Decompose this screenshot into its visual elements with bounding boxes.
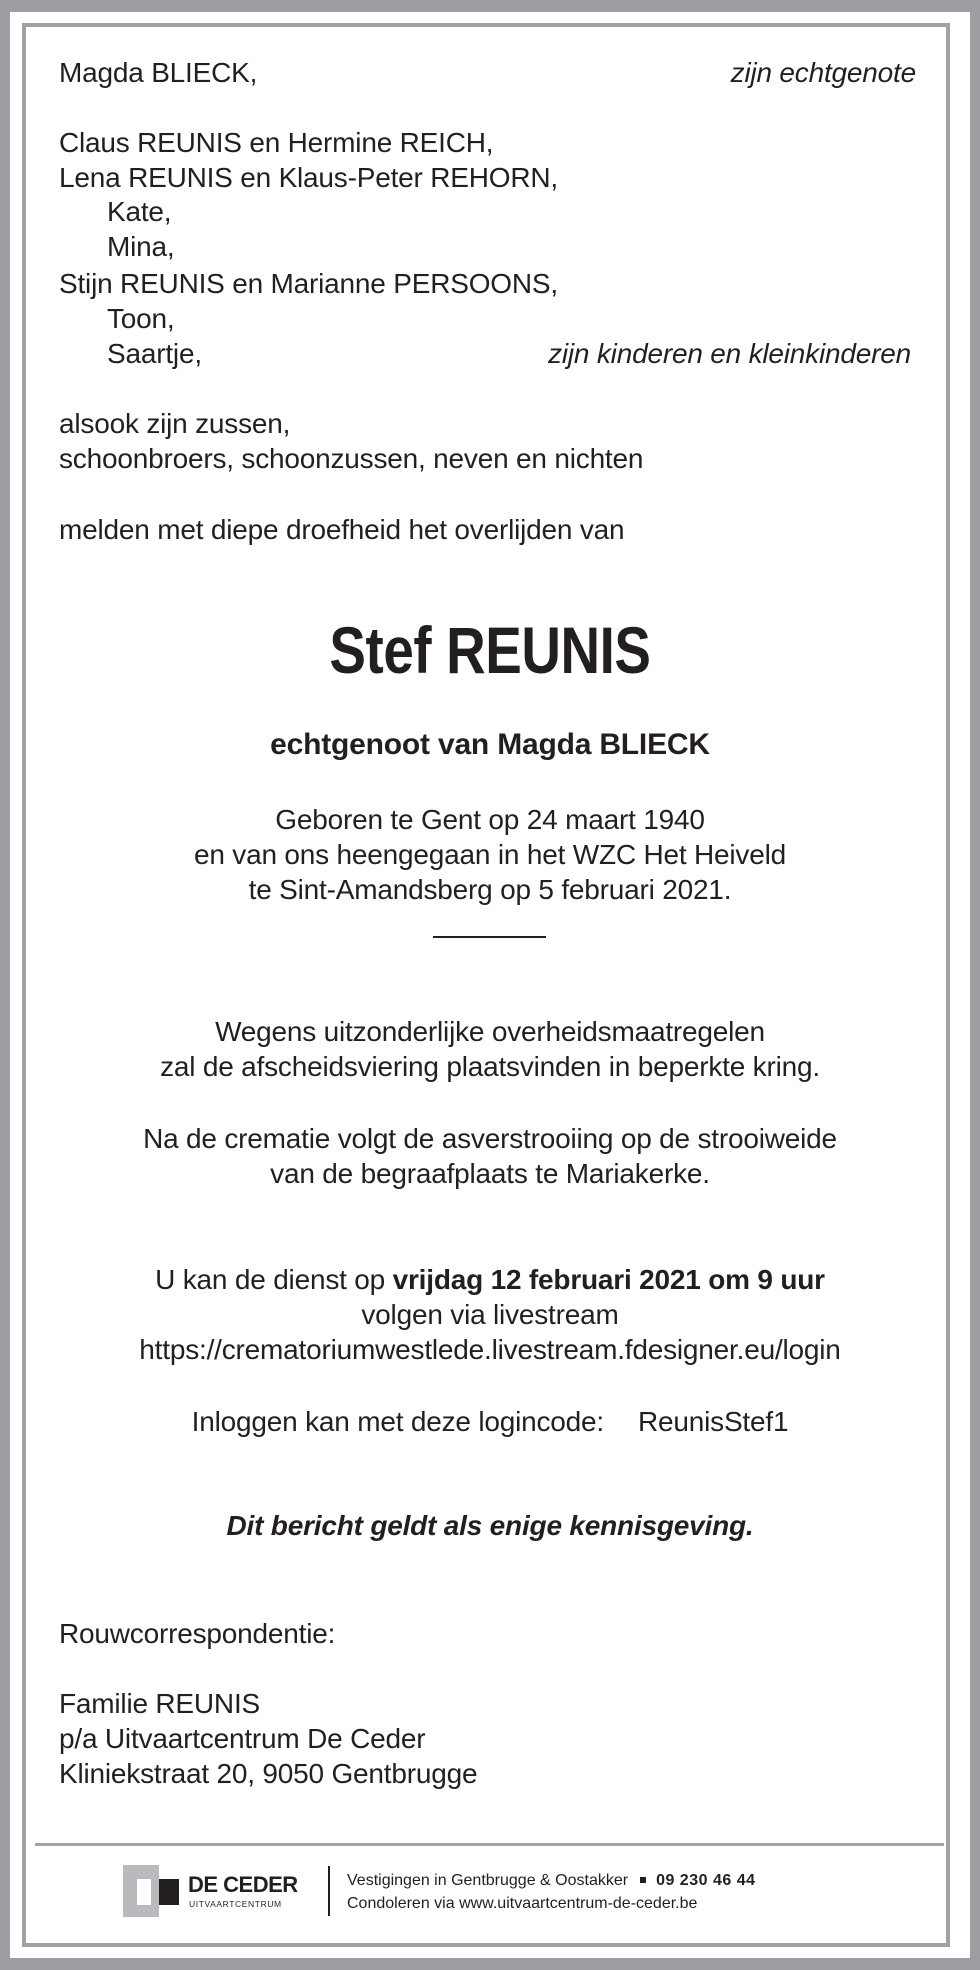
- notice-line: van de begraafplaats te Mariakerke.: [270, 1158, 710, 1189]
- grandchild-line: Mina,: [107, 231, 175, 262]
- bullet-icon: [640, 1877, 646, 1883]
- detail-line: en van ons heengegaan in het WZC Het Heiveld: [193, 839, 786, 870]
- others-line: alsook zijn zussen,: [59, 408, 291, 439]
- correspondence-heading: Rouwcorrespondentie:: [59, 1618, 336, 1649]
- service-prefix: U kan de dienst op: [155, 1264, 393, 1295]
- child-line: Claus REUNIS en Hermine REICH,: [59, 127, 494, 158]
- service-line: [0, 1262, 980, 1297]
- brand-subtitle: UITVAARTCENTRUM: [189, 1899, 282, 1909]
- address-line: Familie REUNIS: [59, 1688, 261, 1719]
- footer-condolences: Condoleren via www.uitvaartcentrum-de-ceder.be: [347, 1895, 698, 1912]
- notice-line: Na de crematie volgt de asverstrooiing op de strooiweide: [143, 1123, 837, 1154]
- final-notice: Dit bericht geldt als enige kennisgeving.: [226, 1510, 754, 1541]
- livestream-url[interactable]: https://crematoriumwestlede.livestream.fdesigner.eu/login: [139, 1334, 841, 1365]
- address-line: Kliniekstraat 20, 9050 Gentbrugge: [59, 1758, 478, 1789]
- announcement: melden met diepe droefheid het overlijden van: [59, 514, 625, 545]
- notice-line: zal de afscheidsviering plaatsvinden in beperkte kring.: [160, 1051, 820, 1082]
- deceased-subtitle: echtgenoot van Magda BLIECK: [270, 728, 710, 761]
- others-line: schoonbroers, schoonzussen, neven en nichten: [59, 443, 644, 474]
- brand-name: DE CEDER: [188, 1872, 298, 1897]
- deceased-name: Stef REUNIS: [329, 613, 651, 687]
- children-role: zijn kinderen en kleinkinderen: [548, 338, 911, 369]
- footer-phone: 09 230 46 44: [656, 1872, 756, 1889]
- child-line: Stijn REUNIS en Marianne PERSOONS,: [59, 268, 558, 299]
- child-line: Lena REUNIS en Klaus-Peter REHORN,: [59, 162, 558, 193]
- login-line: [0, 1404, 980, 1439]
- footer-locations: Vestigingen in Gentbrugge & Oostakker: [347, 1872, 629, 1889]
- detail-line: Geboren te Gent op 24 maart 1940: [275, 804, 705, 835]
- footer-divider: [35, 1843, 944, 1846]
- grandchild-line: Saartje,: [107, 338, 202, 369]
- de-ceder-logo-icon: [123, 1865, 179, 1917]
- footer-vertical-divider: [328, 1866, 330, 1916]
- spouse-role: zijn echtgenote: [730, 57, 916, 88]
- address-line: p/a Uitvaartcentrum De Ceder: [59, 1723, 426, 1754]
- notice-line: Wegens uitzonderlijke overheidsmaatregelen: [215, 1016, 765, 1047]
- grandchild-line: Toon,: [107, 303, 175, 334]
- service-date: vrijdag 12 februari 2021 om 9 uur: [392, 1264, 825, 1295]
- divider: [433, 936, 546, 938]
- detail-line: te Sint-Amandsberg op 5 februari 2021.: [248, 874, 732, 905]
- login-code: ReunisStef1: [638, 1406, 789, 1437]
- spouse-name: Magda BLIECK,: [59, 57, 258, 88]
- footer-locations-line: [347, 1871, 755, 1891]
- grandchild-line: Kate,: [107, 196, 172, 227]
- login-label: Inloggen kan met deze logincode:: [191, 1406, 604, 1437]
- livestream-label: volgen via livestream: [361, 1299, 619, 1330]
